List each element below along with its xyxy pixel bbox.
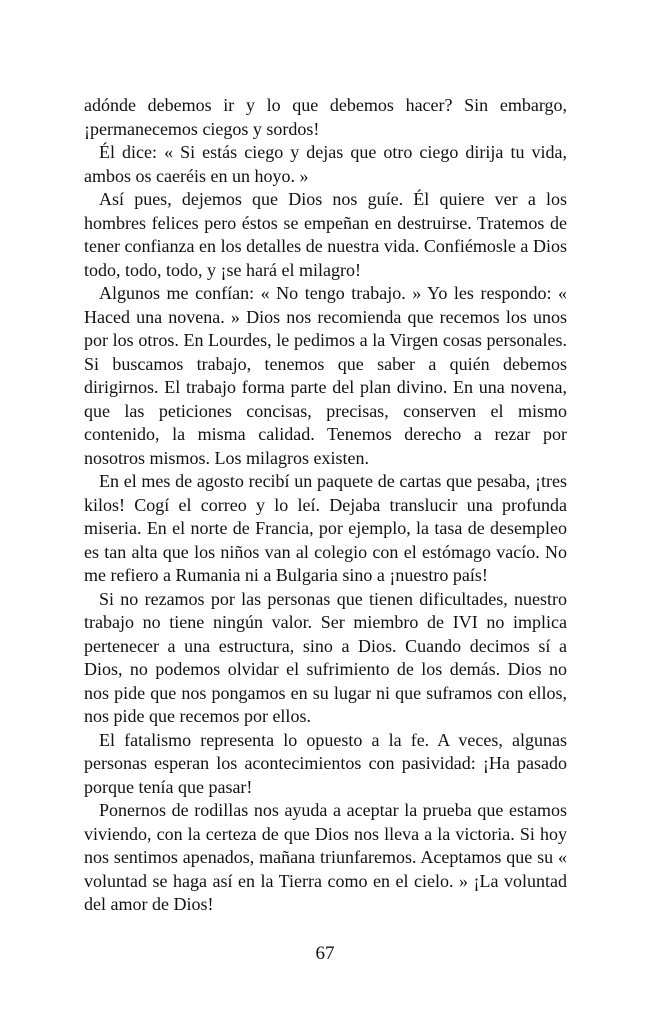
page-body — [84, 94, 567, 917]
paragraph: Así pues, dejemos que Dios nos guíe. Él quiere ver a los hombres felices pero éstos se empeñan en destruirse. Tratemos de tener confianza en los detalles de nuestra vida. Confiémosle a Dios todo, todo, todo, y ¡se hará el milagro! — [84, 189, 567, 280]
paragraph-continuation: adónde debemos ir y lo que debemos hacer? Sin embargo, ¡permanecemos ciegos y sordos! — [84, 95, 567, 139]
paragraph: Si no rezamos por las personas que tienen dificultades, nuestro trabajo no tiene ningún valor. Ser miembro de IVI no implica pertenecer a una estructura, sino a Dios. Cuando decimos sí a Dios, no podemos olvidar el sufrimiento de los demás. Dios no nos pide que nos pongamos en su lugar ni que suframos con ellos, nos pide que recemos por ellos. — [84, 588, 567, 726]
paragraph: Algunos me confían: « No tengo trabajo. » Yo les respondo: « Haced una novena. » Dios nos recomienda que recemos los unos por los otros. En Lourdes, le pedimos a la Virgen cosas personales. Si buscamos trabajo, tenemos que saber a quién debemos dirigirnos. El trabajo forma parte del plan divino. En una novena, que las peticiones concisas, precisas, conserven el mismo contenido, la misma calidad. Tenemos derecho a rezar por nosotros mismos. Los milagros existen. — [84, 283, 567, 468]
page-number: 67 — [315, 943, 335, 964]
paragraph: Ponernos de rodillas nos ayuda a aceptar la prueba que estamos viviendo, con la certeza de que Dios nos lleva a la victoria. Si hoy nos sentimos apenados, mañana triunfaremos. Aceptamos que su « voluntad se haga así en la Tierra como en el cielo. » ¡La voluntad del amor de Dios! — [84, 800, 567, 914]
paragraph: El fatalismo representa lo opuesto a la fe. A veces, algunas personas esperan los acontecimientos con pasividad: ¡Ha pasado porque tenía que pasar! — [84, 729, 567, 797]
paragraph: En el mes de agosto recibí un paquete de cartas que pesaba, ¡tres kilos! Cogí el correo y lo leí. Dejaba translucir una profunda miseria. En el norte de Francia, por ejemplo, la tasa de desempleo es tan alta que los niños van al colegio con el estómago vacío. No me refiero a Rumania ni a Bulgaria sino a ¡nuestro país! — [84, 471, 567, 585]
paragraph: Él dice: « Si estás ciego y dejas que otro ciego dirija tu vida, ambos os caeréis en un hoyo. » — [84, 142, 567, 186]
